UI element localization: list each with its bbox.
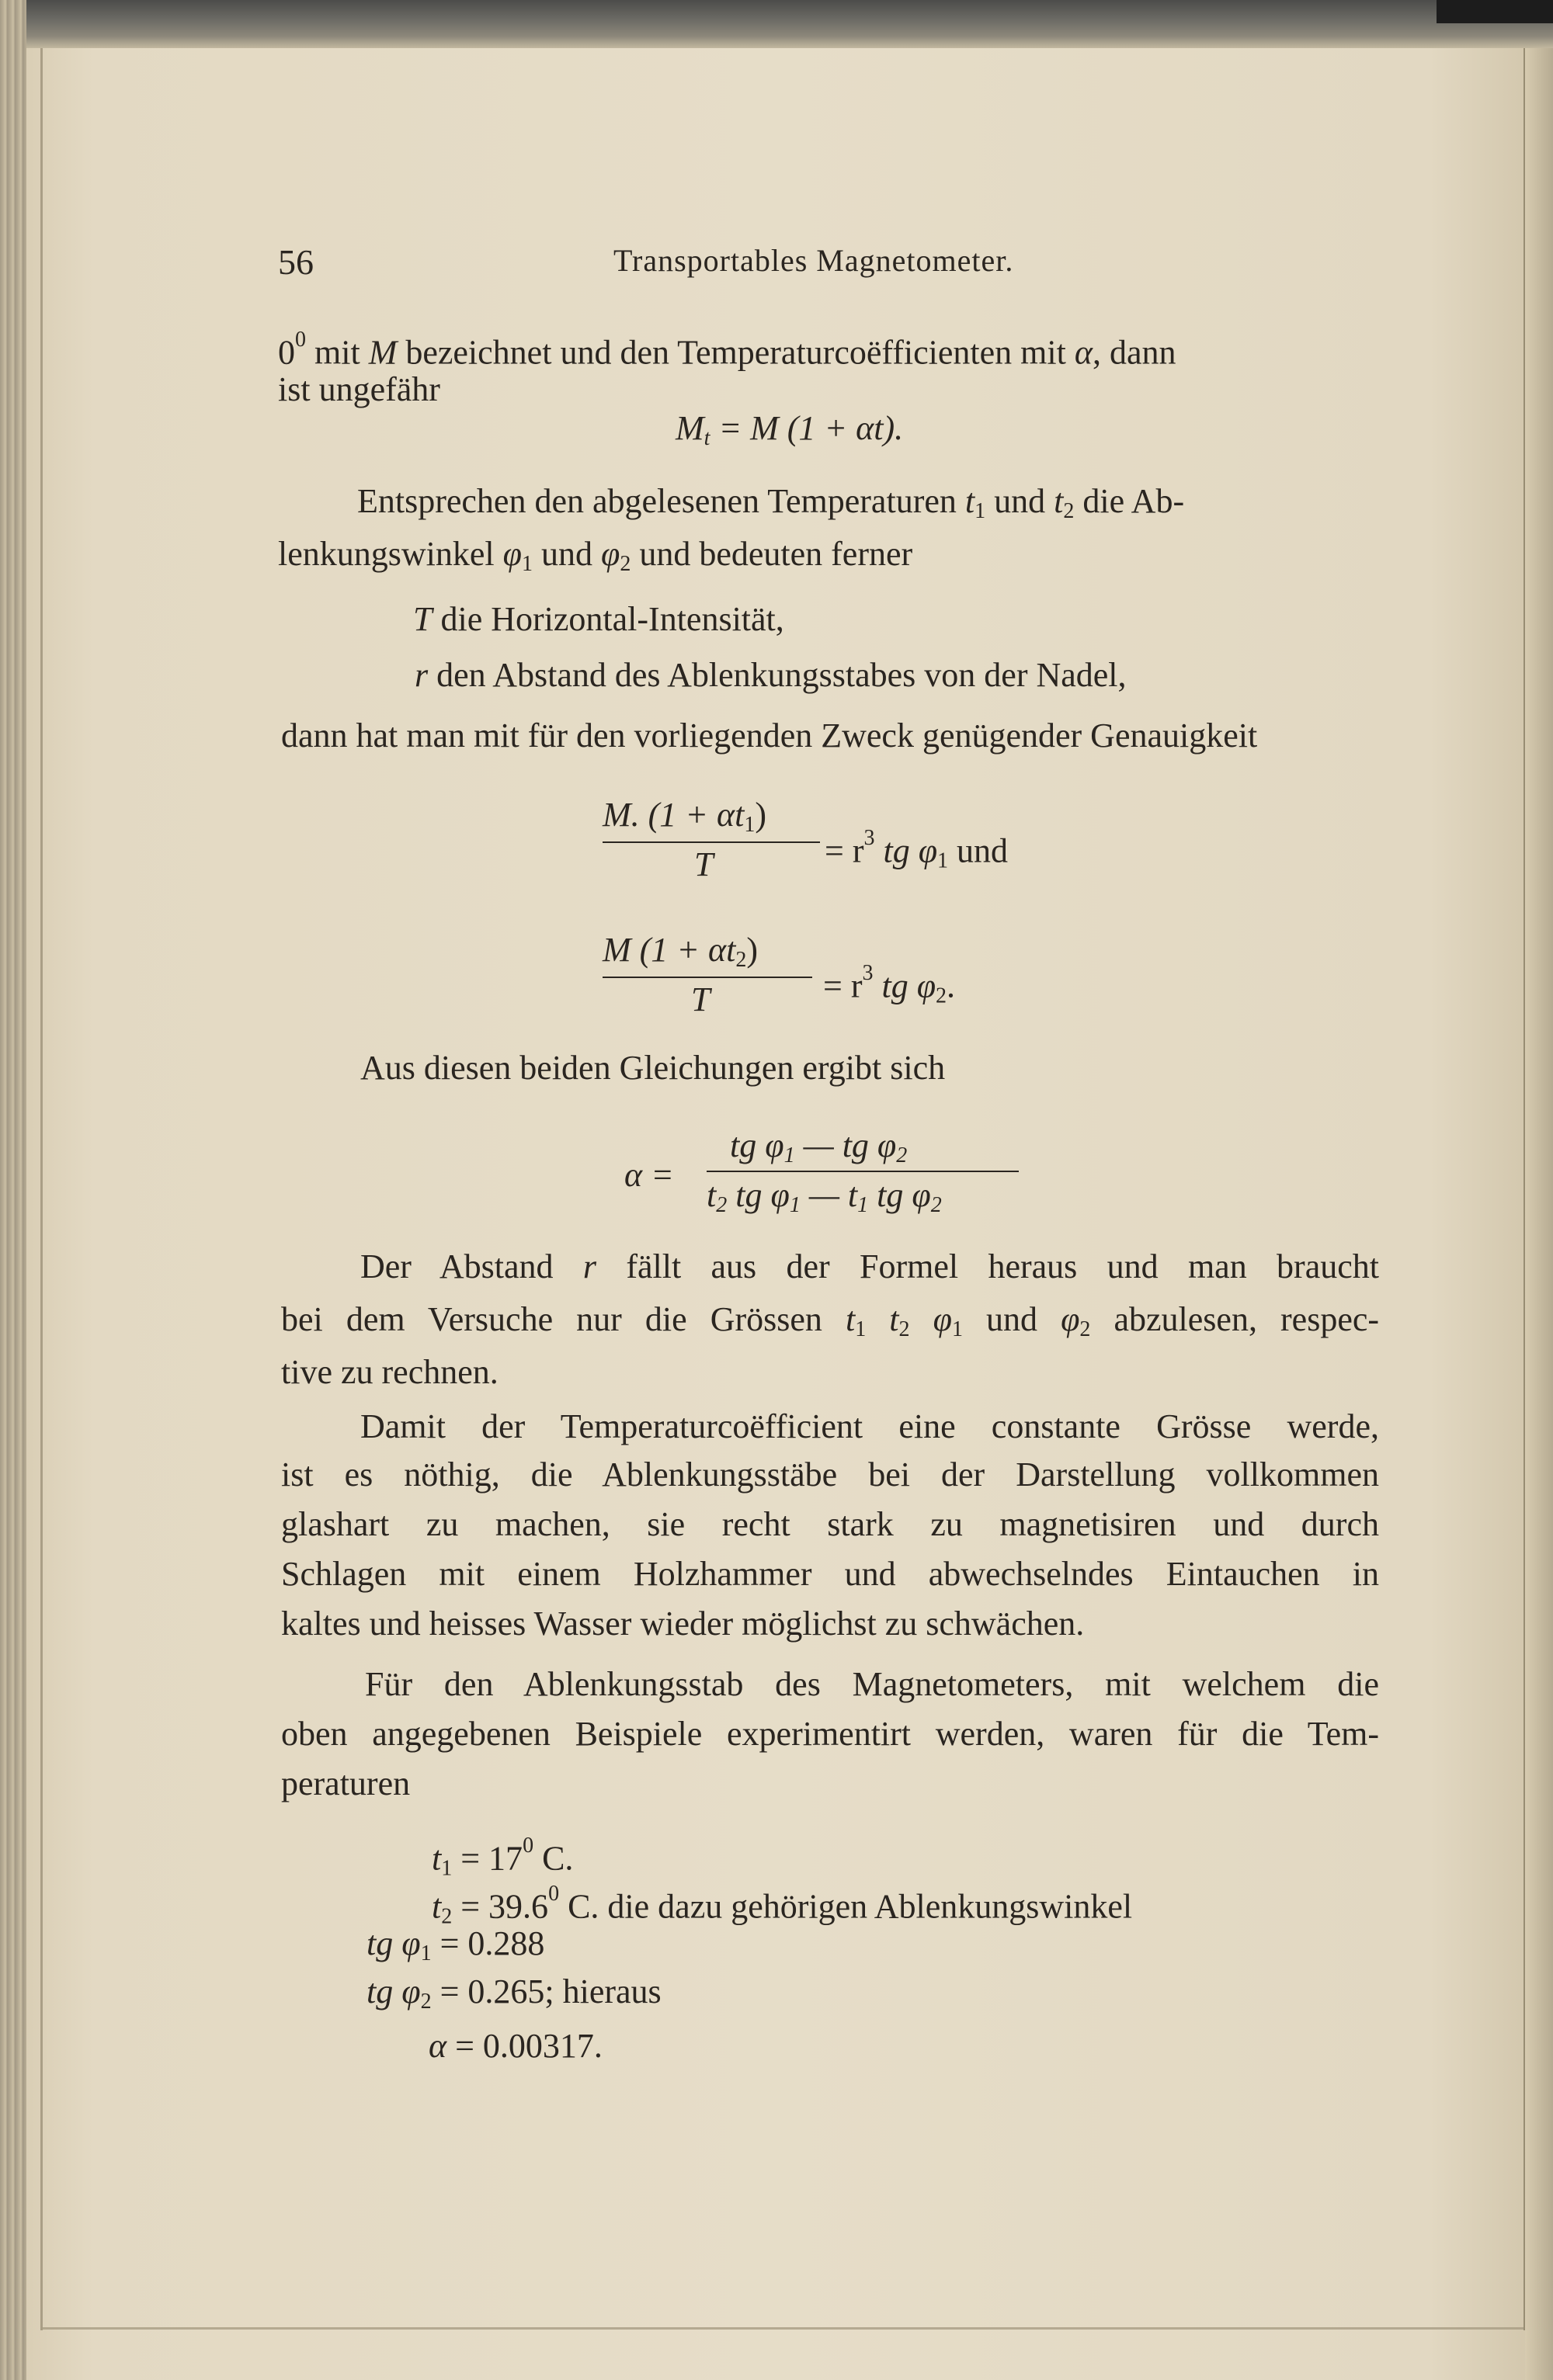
fraction-2-denominator: T <box>691 980 710 1018</box>
value-t2: $t2 = 39.6^0$ C. die dazu gehörigen Ablenkungswinkel <box>432 1882 1133 1929</box>
equation-mt: Mt = M (1 + αt). <box>676 409 904 450</box>
top-edge-shadow <box>0 0 1553 48</box>
para2-line2: lenkungswinkel φ1 und φ2 und bedeuten ferner <box>278 535 913 576</box>
top-right-corner <box>1437 0 1553 23</box>
right-page-edge <box>1525 48 1553 2380</box>
left-margin-rule <box>40 48 43 2330</box>
para1-line1: $0^0$ mit M bezeichnet und den Temperaturcoëfficienten mit α, dann <box>278 328 1176 372</box>
fraction-2-numerator: M (1 + αt2) <box>603 931 758 972</box>
para6-line1: Für den Ablenkungsstab des Magnetometers, mit welchem die <box>365 1665 1379 1703</box>
left-binding-edge <box>0 0 26 2380</box>
definition-T: T die Horizontal-Intensität, <box>413 600 784 638</box>
para5-line2: ist es nöthig, die Ablenkungsstäbe bei der Darstellung vollkommen <box>281 1455 1379 1494</box>
para6-line3: peraturen <box>281 1764 411 1802</box>
fraction-1-numerator: M. (1 + αt1) <box>603 796 766 837</box>
para6-line2: oben angegebenen Beispiele experimentirt werden, waren für die Tem- <box>281 1715 1379 1753</box>
para5-line5: kaltes und heisses Wasser wieder möglichst zu schwächen. <box>281 1605 1085 1643</box>
value-tg-phi2: tg φ2 = 0.265; hieraus <box>367 1972 662 2014</box>
para2-line5: dann hat man mit für den vorliegenden Zweck genügender Genauigkeit <box>281 716 1258 755</box>
value-t1: $t1 = 17^0$ C. <box>432 1834 574 1881</box>
para2-line1: Entsprechen den abgelesenen Temperaturen t1 und t2 die Ab- <box>357 482 1185 523</box>
para4-line1: Der Abstand r fällt aus der Formel heraus und man braucht <box>360 1247 1379 1285</box>
fraction-alpha-numerator: tg φ1 — tg φ2 <box>730 1126 908 1167</box>
definition-r: r den Abstand des Ablenkungsstabes von der Nadel, <box>415 656 1127 694</box>
bottom-rule <box>40 2327 1523 2330</box>
page-number: 56 <box>278 242 314 282</box>
value-alpha: α = 0.00317. <box>429 2027 603 2065</box>
fraction-1-rhs: = $r^3$ tg φ1 und <box>825 826 1009 873</box>
fraction-1-denominator: T <box>694 845 714 883</box>
value-tg-phi1: tg φ1 = 0.288 <box>367 1924 545 1965</box>
para4-line3: tive zu rechnen. <box>281 1353 499 1391</box>
alpha-lhs: α = <box>624 1156 674 1194</box>
para5-line3: glashart zu machen, sie recht stark zu magnetisiren und durch <box>281 1505 1379 1543</box>
para4-line2: bei dem Versuche nur die Grössen t1 t2 φ1 und φ2 abzulesen, respec- <box>281 1300 1380 1341</box>
running-title: Transportables Magnetometer. <box>613 243 1014 278</box>
para1-line2: ist ungefähr <box>278 370 440 408</box>
para5-line4: Schlagen mit einem Holzhammer und abwechselndes Eintauchen in <box>281 1555 1379 1593</box>
para3: Aus diesen beiden Gleichungen ergibt sich <box>360 1049 946 1087</box>
fraction-alpha-denominator: t2 tg φ1 — t1 tg φ2 <box>707 1176 942 1217</box>
para5-line1: Damit der Temperaturcoëfficient eine constante Grösse werde, <box>360 1407 1379 1445</box>
fraction-2-rhs: = $r^3$ tg φ2. <box>823 961 956 1008</box>
